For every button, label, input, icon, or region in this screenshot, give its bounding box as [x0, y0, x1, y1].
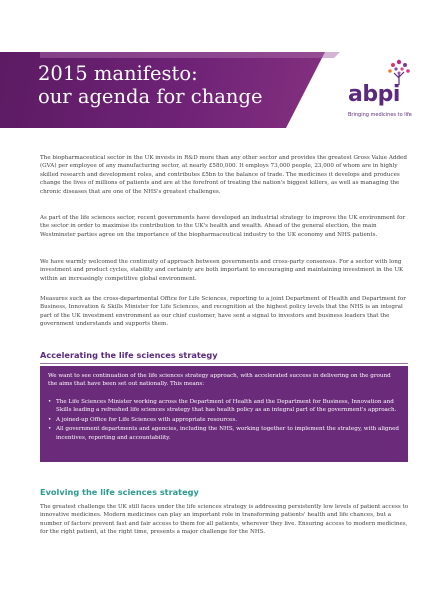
paragraph-1: The biopharmaceutical sector in the UK invests in R&D more than any other sector and provides the greatest Gross Value Added (GVA) per employee of any manufacturing sector, at nearly £580,000. It employs 73,000 people, 23,000 of whom are in highly skilled research and development roles, and contributes £5bn to the balance of trade. The medicines it develops and produces change the lives of millions of patients and are at the forefront of treating the nation's biggest killers, as well as managing the chronic diseases that are one of the NHS's greatest challenges.: [40, 155, 407, 195]
paragraph-evolving: The greatest challenge the UK still faces under the life sciences strategy is addressing persistently low levels of patient access to innovative medicines. Modern medicines can play an important role in transforming patients' health and life chances, but a number of factors prevent fast and fair access to them for all patients, wherever they live. Ensuring access to modern medicines, for the right patient, at the right time, presents a major challenge for the NHS.: [40, 504, 409, 536]
logo-wordmark: abpi: [348, 82, 400, 107]
logo-tagline: Bringing medicines to life: [348, 112, 412, 118]
callout-bullet: • All government departments and agencies, including the NHS, working together to implement the strategy, with aligned incentives, reporting and accountability.: [48, 425, 400, 442]
abpi-logo: [348, 56, 416, 128]
paragraph-4: Measures such as the cross-departmental Office for Life Sciences, reporting to a joint Department of Health and Department for Business, Innovation & Skills Minister for Life Sciences, and recognition at the highest policy levels that the NHS is an integral part of the UK investment environment as our chief customer, have sent a signal to investors and business leaders that the government understands and supports them.: [40, 296, 406, 328]
callout-intro: We want to see continuation of the life sciences strategy approach, with accelerated success in delivering on the ground the aims that have been set out nationally. This means:: [48, 373, 391, 388]
page-title: [38, 62, 298, 108]
strategy-callout-box: [40, 366, 408, 462]
heading-divider: [40, 363, 408, 364]
callout-bullet-list: [48, 398, 400, 443]
banner-stripe: [40, 52, 340, 58]
title-line-1: 2015 manifesto:: [38, 62, 198, 85]
title-line-2: our agenda for change: [38, 85, 263, 108]
paragraph-2: As part of the life sciences sector, recent governments have developed an industrial strategy to improve the UK environment for the sector in order to maximise its contribution to the UK's health and wealth. Ahead of the general election, the main Westminster parties agree on the importance of the biopharmaceutical industry to the UK economy and NHS patients.: [40, 215, 406, 238]
section-heading-accelerating: Accelerating the life sciences strategy: [40, 350, 218, 360]
callout-bullet: • The Life Sciences Minister working across the Department of Health and the Department for Business, Innovation and Skills leading a refreshed life sciences strategy that has health policy as an integral part of the government's approach.: [48, 398, 400, 415]
paragraph-3: We have warmly welcomed the continuity of approach between governments and cross-party consensus. For a sector with long investment and product cycles, stability and certainty are both important to encouraging and maintaining investment in the UK within an increasingly competitive global environment.: [40, 259, 404, 282]
section-heading-evolving: Evolving the life sciences strategy: [40, 487, 199, 497]
callout-bullet: • A joined-up Office for Life Sciences with appropriate resources.: [48, 416, 400, 424]
